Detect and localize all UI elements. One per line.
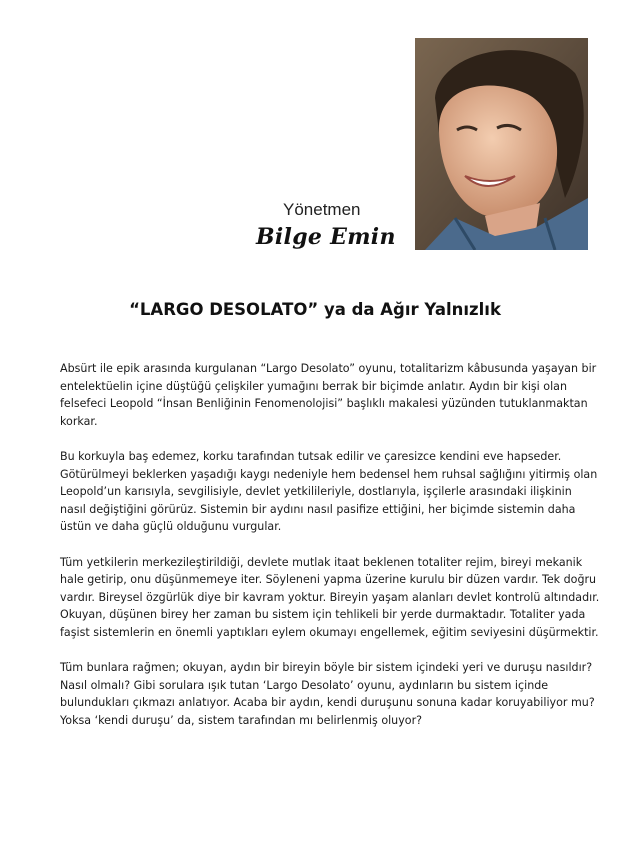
portrait-photo	[415, 38, 588, 250]
director-role-label: Yönetmen	[283, 200, 361, 219]
director-name: Bilge Emin	[256, 224, 396, 250]
article-paragraph: Tüm yetkilerin merkezileştirildiği, devlete mutlak itaat beklenen totaliter rejim, bireyi mekanik hale getirip, onu düşünmemeye iter. Söyleneni yapma üzerine kurulu bir düzen vardır. Tek doğru vardır. Bireysel özgürlük diye bir kavram yoktur. Bireyin yaşam alanları devlet kontrolü altındadır. Okuyan, düşünen birey her zaman bu sistem için tehlikeli bir yerde durmaktadır. Totaliter yada faşist sistemlerin en önemli yaptıkları eylem okumayı engellemek, eğitim seviyesini düşürmektir.	[60, 555, 600, 639]
article-paragraph: Tüm bunlara rağmen; okuyan, aydın bir bireyin böyle bir sistem içindeki yeri ve duruşu nasıldır? Nasıl olmalı? Gibi sorulara ışık tutan ‘Largo Desolato’ oyunu, aydınların bu sistem içinde bulundukları çıkmazı anlatıyor. Acaba bir aydın, kendi duruşunu sonuna kadar koruyabiliyor mu? Yoksa ‘kendi duruşu’ da, sistem tarafından mı belirlenmiş oluyor?	[60, 661, 595, 727]
article-body	[60, 360, 600, 747]
article-paragraph: Bu korkuyla baş edemez, korku tarafından tutsak edilir ve çaresizce kendini eve hapseder. Götürülmeyi beklerken yaşadığı kaygı nedeniyle hem bedensel hem ruhsal sağlığını yitirmiş olan Leopold’un karısıyla, sevgilisiyle, devlet yetkilileriyle, dostlarıyla, işçilerle arasındaki ilişkinin nasıl değiştiğini görürüz. Sistemin bir aydını nasıl pasifize ettiğini, her biçimde sistemin daha üstün ve daha güçlü olduğunu vurgular.	[60, 450, 598, 533]
director-portrait	[415, 38, 588, 250]
article-paragraph: Absürt ile epik arasında kurgulanan “Largo Desolato” oyunu, totalitarizm kâbusunda yaşayan bir entelektüelin içine düştüğü çelişkiler yumağını berrak bir biçimde anlatır. Aydın bir kişi olan felsefeci Leopold “İnsan Benliğinin Fenomenolojisi” başlıklı makalesi yüzünden tutuklanmaktan korkar.	[60, 362, 597, 428]
article-title: “LARGO DESOLATO” ya da Ağır Yalnızlık	[129, 300, 501, 319]
